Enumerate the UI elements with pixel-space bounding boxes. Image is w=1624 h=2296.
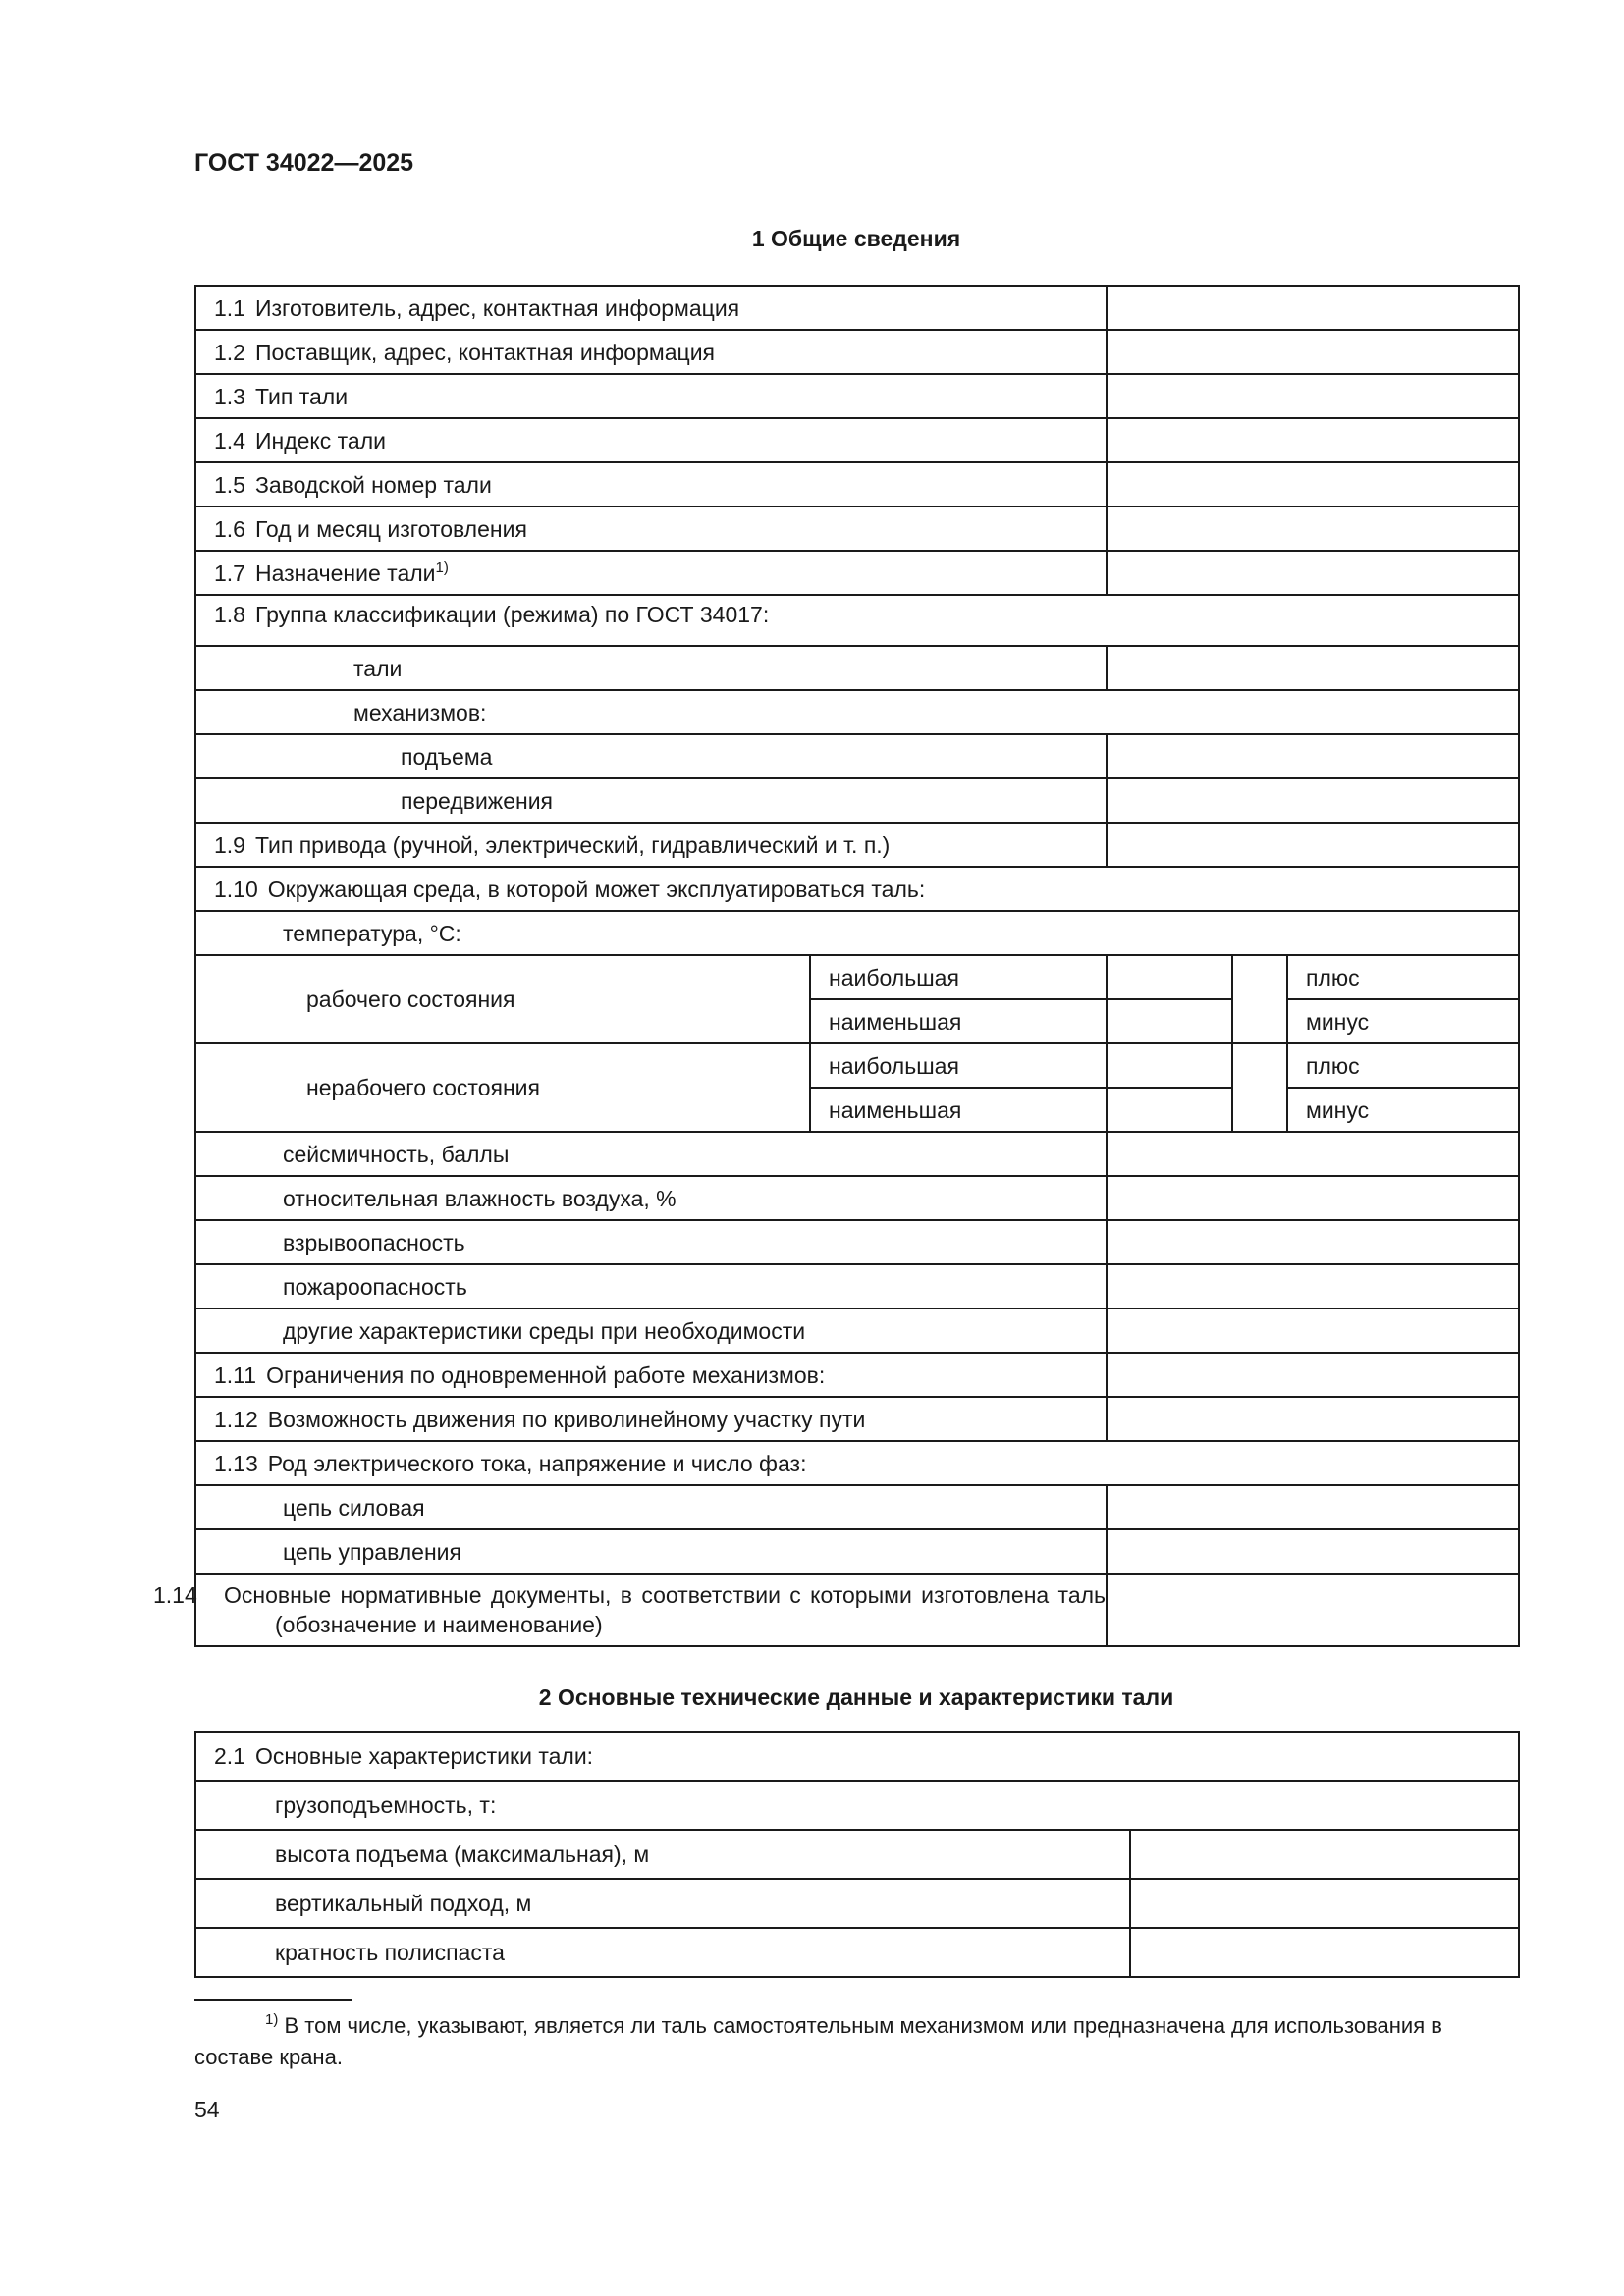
value-cell[interactable] xyxy=(1107,1308,1519,1353)
value-cell[interactable] xyxy=(1130,1830,1519,1879)
table-row xyxy=(195,911,1519,955)
table-row xyxy=(195,734,1519,778)
table-row xyxy=(195,418,1519,462)
row-number: 1.10 xyxy=(214,876,258,902)
document-code: ГОСТ 34022—2025 xyxy=(194,149,414,177)
table-row xyxy=(195,330,1519,374)
row-label: Индекс тали xyxy=(254,427,386,454)
table-row xyxy=(195,551,1519,595)
value-cell[interactable] xyxy=(1107,1574,1519,1646)
table-row xyxy=(195,778,1519,823)
table-row xyxy=(195,1485,1519,1529)
temp-plus-label: плюс xyxy=(1287,1043,1519,1088)
row-label: нерабочего состояния xyxy=(195,1043,810,1132)
row-label: вертикальный подход, м xyxy=(195,1879,1130,1928)
row-label: Поставщик, адрес, контактная информация xyxy=(254,339,715,365)
table-row xyxy=(195,286,1519,330)
value-cell[interactable] xyxy=(1107,418,1519,462)
section-2-title: 2 Основные технические данные и характеристики тали xyxy=(538,1684,1174,1710)
temp-plus-label: плюс xyxy=(1287,955,1519,999)
value-cell[interactable] xyxy=(1107,1132,1519,1176)
table-row xyxy=(195,1176,1519,1220)
value-cell[interactable] xyxy=(1107,286,1519,330)
table-row xyxy=(195,1043,1519,1088)
row-label: взрывоопасность xyxy=(195,1220,1107,1264)
row-number: 1.4 xyxy=(214,427,245,454)
row-label: Заводской номер тали xyxy=(254,471,492,498)
value-cell[interactable] xyxy=(1107,778,1519,823)
row-label: Год и месяц изготовления xyxy=(254,515,527,542)
row-label: Тип привода (ручной, электрический, гидравлический и т. п.) xyxy=(254,831,891,858)
row-number: 1.2 xyxy=(214,339,245,365)
section-1-title: 1 Общие сведения xyxy=(751,226,961,251)
value-cell[interactable] xyxy=(1107,1088,1232,1132)
row-label: пожароопасность xyxy=(195,1264,1107,1308)
row-label: Основные характеристики тали: xyxy=(254,1743,594,1769)
footnote xyxy=(194,2010,1518,2073)
row-label: Возможность движения по криволинейному участку пути xyxy=(267,1406,866,1432)
table-row xyxy=(195,823,1519,867)
value-cell[interactable] xyxy=(1107,330,1519,374)
row-number: 2.1 xyxy=(214,1743,245,1769)
row-label: Окружающая среда, в которой может эксплуатироваться таль: xyxy=(267,876,926,902)
table-row xyxy=(195,1529,1519,1574)
row-label: цепь силовая xyxy=(195,1485,1107,1529)
table-row xyxy=(195,646,1519,690)
row-number: 1.13 xyxy=(214,1450,258,1476)
row-number: 1.12 xyxy=(214,1406,258,1432)
value-cell[interactable] xyxy=(1107,955,1232,999)
value-cell[interactable] xyxy=(1107,551,1519,595)
temp-max-label: наибольшая xyxy=(810,1043,1107,1088)
table-row xyxy=(195,1928,1519,1977)
row-label: температура, °С: xyxy=(195,911,1519,955)
row-label: высота подъема (максимальная), м xyxy=(195,1830,1130,1879)
value-cell[interactable] xyxy=(1107,999,1232,1043)
row-label: грузоподъемность, т: xyxy=(195,1781,1519,1830)
temp-min-label: наименьшая xyxy=(810,999,1107,1043)
value-cell[interactable] xyxy=(1107,462,1519,507)
row-number: 1.7 xyxy=(214,560,245,586)
temp-min-label: наименьшая xyxy=(810,1088,1107,1132)
row-number: 1.9 xyxy=(214,831,245,858)
row-label: Основные нормативные документы, в соответствии с которыми изготовлена таль (обозначение и наименование) xyxy=(224,1582,1107,1637)
temp-max-label: наибольшая xyxy=(810,955,1107,999)
row-label: передвижения xyxy=(195,778,1107,823)
row-label: относительная влажность воздуха, % xyxy=(195,1176,1107,1220)
table-row xyxy=(195,462,1519,507)
table-row xyxy=(195,1830,1519,1879)
table-row xyxy=(195,1397,1519,1441)
table-row xyxy=(195,1353,1519,1397)
footnote-divider xyxy=(194,1999,352,2001)
table-row xyxy=(195,1732,1519,1781)
row-label: Группа классификации (режима) по ГОСТ 34017: xyxy=(254,602,770,627)
footnote-reference: 1) xyxy=(435,559,449,576)
row-label: кратность полиспаста xyxy=(195,1928,1130,1977)
temp-minus-label: минус xyxy=(1287,1088,1519,1132)
row-label: цепь управления xyxy=(195,1529,1107,1574)
table-row xyxy=(195,595,1519,646)
page-number: 54 xyxy=(194,2097,220,2122)
table-row xyxy=(195,1879,1519,1928)
row-label: Тип тали xyxy=(254,383,349,409)
sign-cell xyxy=(1232,955,1287,1043)
footnote-marker: 1) xyxy=(265,2011,279,2028)
temp-minus-label: минус xyxy=(1287,999,1519,1043)
table-row xyxy=(195,867,1519,911)
table-row xyxy=(195,1132,1519,1176)
table-row xyxy=(195,1308,1519,1353)
value-cell[interactable] xyxy=(1107,823,1519,867)
value-cell[interactable] xyxy=(1107,1220,1519,1264)
table-row xyxy=(195,1781,1519,1830)
table-row xyxy=(195,1441,1519,1485)
table-row xyxy=(195,1220,1519,1264)
value-cell[interactable] xyxy=(1130,1879,1519,1928)
row-number: 1.1 xyxy=(214,294,245,321)
row-label: сейсмичность, баллы xyxy=(195,1132,1107,1176)
value-cell[interactable] xyxy=(1107,1176,1519,1220)
value-cell[interactable] xyxy=(1107,734,1519,778)
row-number: 1.8 xyxy=(214,602,245,627)
table-row: 1.14 Основные нормативные документы, в соответствии с которыми изготовлена таль (обозначение и наименование) xyxy=(195,1574,1519,1646)
value-cell[interactable] xyxy=(1107,1397,1519,1441)
row-label: другие характеристики среды при необходимости xyxy=(195,1308,1107,1353)
table-row xyxy=(195,955,1519,999)
value-cell[interactable] xyxy=(1107,1043,1232,1088)
value-cell[interactable] xyxy=(1107,1529,1519,1574)
value-cell[interactable] xyxy=(1107,1485,1519,1529)
row-label: Род электрического тока, напряжение и число фаз: xyxy=(267,1450,807,1476)
technical-data-table xyxy=(194,1731,1520,1978)
row-number: 1.5 xyxy=(214,471,245,498)
value-cell[interactable] xyxy=(1107,1353,1519,1397)
value-cell[interactable] xyxy=(1107,646,1519,690)
row-label: Ограничения по одновременной работе механизмов: xyxy=(266,1362,826,1388)
row-label: тали xyxy=(195,646,1107,690)
row-label: механизмов: xyxy=(195,690,1519,734)
row-label: Изготовитель, адрес, контактная информация xyxy=(254,294,740,321)
value-cell[interactable] xyxy=(1107,1264,1519,1308)
row-number: 1.3 xyxy=(214,383,245,409)
footnote-text: В том числе, указывают, является ли таль самостоятельным механизмом или предназначена для использования в составе крана. xyxy=(194,2013,1442,2069)
row-number: 1.11 xyxy=(214,1362,257,1388)
row-label: подъема xyxy=(195,734,1107,778)
row-label: Назначение тали xyxy=(254,560,436,586)
row-label: рабочего состояния xyxy=(195,955,810,1043)
sign-cell xyxy=(1232,1043,1287,1132)
table-row xyxy=(195,507,1519,551)
row-number: 1.6 xyxy=(214,515,245,542)
value-cell[interactable] xyxy=(1130,1928,1519,1977)
table-row xyxy=(195,374,1519,418)
value-cell[interactable] xyxy=(1107,507,1519,551)
value-cell[interactable] xyxy=(1107,374,1519,418)
table-row xyxy=(195,690,1519,734)
general-info-table xyxy=(153,285,1520,1647)
table-row xyxy=(195,1264,1519,1308)
